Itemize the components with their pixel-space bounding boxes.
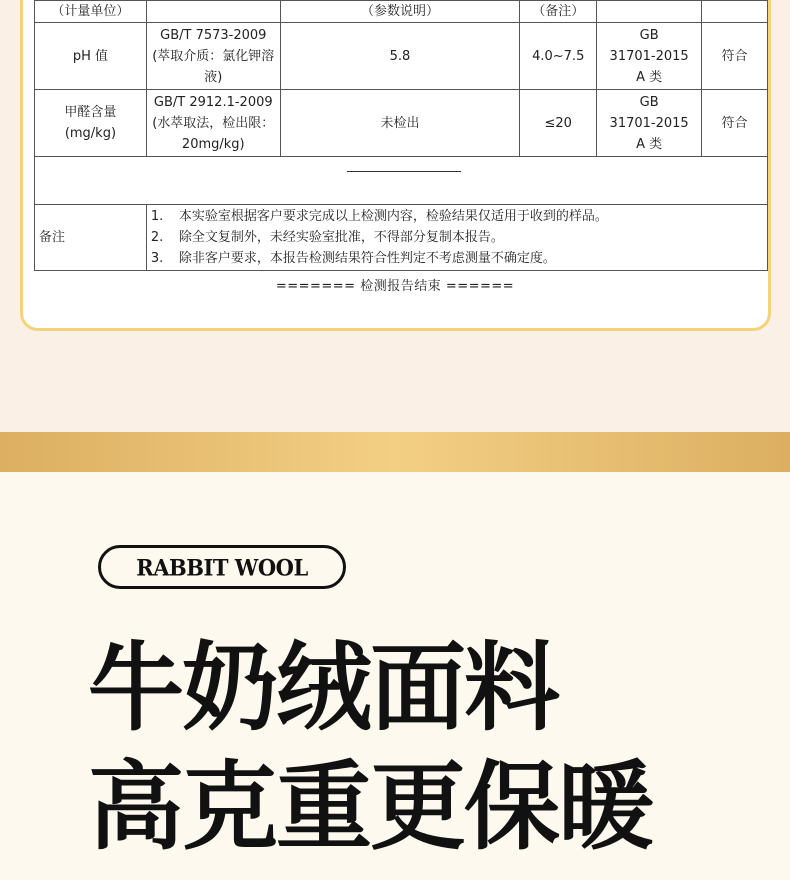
badge-label: RABBIT WOOL (136, 553, 308, 581)
method-line: GB/T 2912.1-2009 (153, 94, 273, 110)
method-cell (146, 90, 280, 157)
header-cell-method (146, 1, 280, 23)
note-number: 2. (150, 230, 164, 245)
standard-cell (597, 23, 702, 90)
table-header-row (35, 1, 768, 23)
note-text: 除非客户要求，本报告检测结果符合性判定不考虑测量不确定度。 (178, 251, 556, 266)
note-text: 本实验室根据客户要求完成以上检测内容，检验结果仅适用于收到的样品。 (178, 209, 608, 224)
table-row (35, 23, 768, 90)
header-cell-note: （备注） (520, 1, 597, 23)
test-report-table (34, 0, 768, 271)
gold-divider-band (0, 432, 790, 472)
note-item (151, 227, 767, 248)
headline-line-2: 高克重更保暖 (88, 751, 652, 863)
note-item (151, 206, 767, 227)
header-cell-verdict (702, 1, 768, 23)
standard-line: GB (639, 94, 659, 110)
item-name: pH 值 (72, 48, 109, 64)
standard-line: A 类 (636, 69, 663, 85)
note-number: 1. (150, 209, 164, 224)
verdict-cell: 符合 (702, 23, 768, 90)
notes-label: 备注 (35, 205, 147, 271)
report-section (0, 0, 790, 432)
note-item (151, 248, 767, 269)
item-name: 甲醛含量 (64, 105, 117, 120)
blank-divider (347, 171, 461, 172)
limit-cell: ≤20 (520, 90, 597, 157)
standard-cell (597, 90, 702, 157)
note-text: 除全文复制外，未经实验室批准，不得部分复制本报告。 (178, 230, 504, 245)
blank-cell (35, 157, 768, 205)
headline-line-1: 牛奶绒面料 (88, 632, 558, 744)
result-cell: 未检出 (280, 90, 520, 157)
standard-line: 31701-2015 (609, 48, 689, 64)
standard-line: A 类 (636, 136, 663, 152)
standard-line: 31701-2015 (609, 115, 689, 131)
item-unit: (mg/kg) (64, 126, 117, 141)
method-line: 20mg/kg) (181, 136, 245, 152)
method-line: (水萃取法，检出限： (152, 115, 275, 131)
standard-line: GB (639, 27, 659, 43)
note-number: 3. (150, 251, 164, 266)
rabbit-wool-badge (98, 545, 346, 589)
table-row (35, 90, 768, 157)
result-cell: 5.8 (280, 23, 520, 90)
notes-list (146, 205, 767, 271)
method-line: 液) (204, 69, 223, 85)
method-cell (146, 23, 280, 90)
header-cell-unit: （计量单位） (35, 1, 147, 23)
table-blank-row (35, 157, 768, 205)
item-cell (35, 23, 147, 90)
verdict-cell: 符合 (702, 90, 768, 157)
report-end-marker: ======= 检测报告结束 ====== (275, 279, 515, 294)
header-cell-param: （参数说明） (280, 1, 520, 23)
item-cell (35, 90, 147, 157)
method-line: GB/T 7573-2009 (160, 27, 267, 43)
header-cell-standard (597, 1, 702, 23)
table-notes-row (35, 205, 768, 271)
limit-cell: 4.0~7.5 (520, 23, 597, 90)
method-line: (萃取介质：氯化钾溶 (152, 48, 275, 64)
